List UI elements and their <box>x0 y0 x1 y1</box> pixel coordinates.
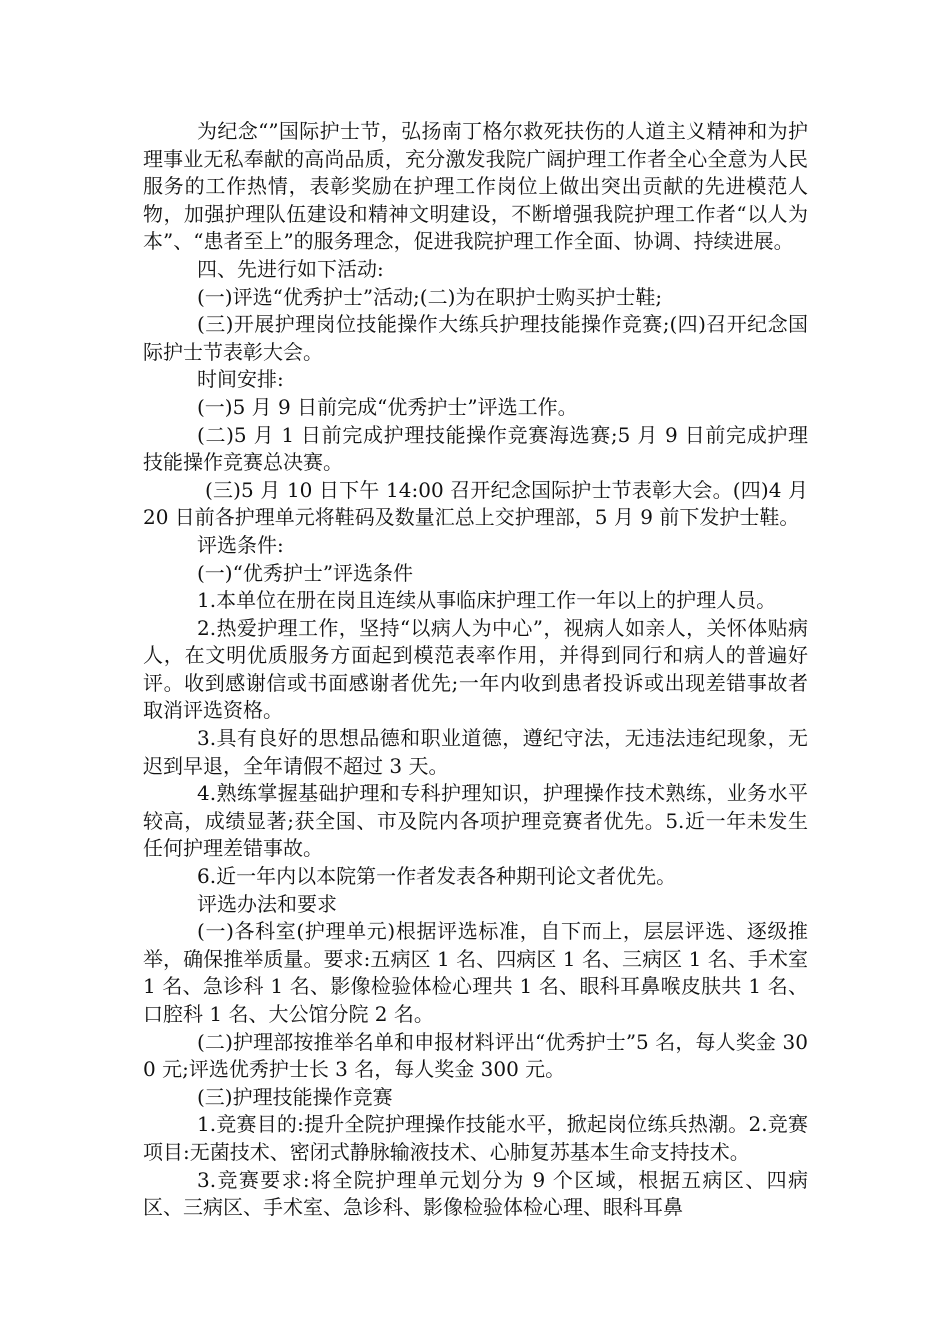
competition-item-1-2: 1.竞赛目的:提升全院护理操作技能水平，掀起岗位练兵热潮。2.竞赛项目:无菌技术、密闭式静脉输液技术、心肺复苏基本生命支持技术。 <box>143 1112 808 1164</box>
document-body <box>143 118 808 1222</box>
activity-item-3-4: (三)开展护理岗位技能操作大练兵护理技能操作竞赛;(四)召开纪念国际护士节表彰大会。 <box>143 312 808 364</box>
intro-paragraph: 为纪念“”国际护士节，弘扬南丁格尔救死扶伤的人道主义精神和为护理事业无私奉献的高尚品质，充分激发我院广阔护理工作者全心全意为人民服务的工作热情，表彰奖励在护理工作岗位上做出突出贡献的先进模范人物，加强护理队伍建设和精神文明建设，不断增强我院护理工作者“以人为本”、“患者至上”的服务理念，促进我院护理工作全面、协调、持续进展。 <box>143 119 808 254</box>
schedule-item-2: (二)5 月 1 日前完成护理技能操作竞赛海选赛;5 月 9 日前完成护理技能操作竞赛总决赛。 <box>143 422 808 475</box>
section-heading-criteria: 评选条件: <box>197 532 284 557</box>
activity-item-1-2: (一)评选“优秀护士”活动;(二)为在职护士购买护士鞋; <box>197 284 663 309</box>
section-heading-method: 评选办法和要求 <box>197 891 337 916</box>
competition-subheading: (三)护理技能操作竞赛 <box>197 1084 393 1109</box>
section-heading-activities: 四、先进行如下活动: <box>197 256 384 281</box>
method-item-1: (一)各科室(护理单元)根据评选标准，自下而上，层层评选、逐级推举，确保推举质量。要求:五病区 1 名、四病区 1 名、三病区 1 名、手术室 1 名、急诊科 1 名、影像检验体检心理共 1 名、眼科耳鼻喉皮肤共 1 名、口腔科 1 名、大公馆分院 2 名。 <box>143 919 808 1026</box>
criteria-item-4-5: 4.熟练掌握基础护理和专科护理知识，护理操作技术熟练，业务水平较高，成绩显著;获全国、市及院内各项护理竞赛者优先。5.近一年未发生任何护理差错事故。 <box>143 781 808 861</box>
criteria-item-1: 1.本单位在册在岗且连续从事临床护理工作一年以上的护理人员。 <box>197 588 777 613</box>
schedule-item-1: (一)5 月 9 日前完成“优秀护士”评选工作。 <box>197 394 578 419</box>
criteria-subheading: (一)“优秀护士”评选条件 <box>197 560 414 585</box>
criteria-item-6: 6.近一年内以本院第一作者发表各种期刊论文者优先。 <box>197 864 677 889</box>
section-heading-schedule: 时间安排: <box>197 367 284 392</box>
method-item-2: (二)护理部按推举名单和申报材料评出“优秀护士”5 名，每人奖金 300 元;评选优秀护士长 3 名，每人奖金 300 元。 <box>143 1029 808 1082</box>
schedule-item-3-4: (三)5 月 10 日下午 14:00 召开纪念国际护士节表彰大会。(四)4 月 20 日前各护理单元将鞋码及数量汇总上交护理部，5 月 9 前下发护士鞋。 <box>143 477 808 530</box>
competition-item-3: 3.竞赛要求:将全院护理单元划分为 9 个区域，根据五病区、四病区、三病区、手术室、急诊科、影像检验体检心理、眼科耳鼻 <box>143 1167 808 1220</box>
criteria-item-2: 2.热爱护理工作，坚持“以病人为中心”，视病人如亲人，关怀体贴病人，在文明优质服务方面起到模范表率作用，并得到同行和病人的普遍好评。收到感谢信或书面感谢者优先;一年内收到患者投诉或出现差错事故者取消评选资格。 <box>143 615 808 723</box>
criteria-item-3: 3.具有良好的思想品德和职业道德，遵纪守法，无违法违纪现象，无迟到早退，全年请假不超过 3 天。 <box>143 726 808 778</box>
